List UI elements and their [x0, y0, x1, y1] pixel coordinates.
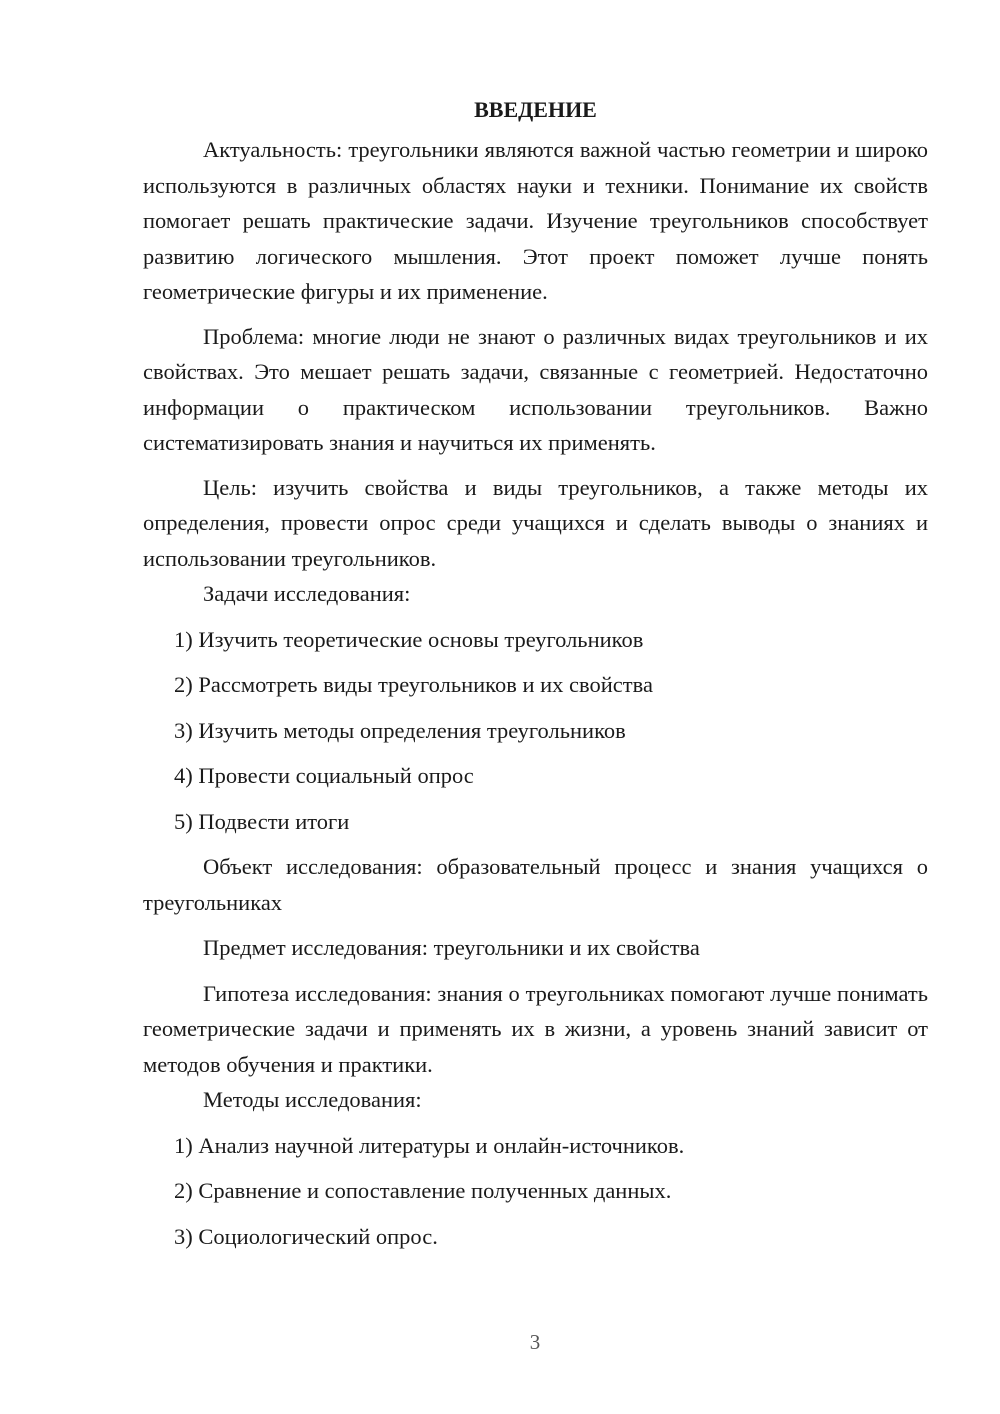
document-page — [143, 92, 928, 1254]
goal-paragraph: Цель: изучить свойства и виды треугольников, а также методы их определения, провести опрос среди учащихся и сделать выводы о знаниях и использовании треугольников. — [143, 474, 928, 571]
section-title: ВВЕДЕНИЕ — [474, 97, 597, 122]
task-item-4: 4) Провести социальный опрос — [174, 763, 474, 788]
relevance-paragraph: Актуальность: треугольники являются важной частью геометрии и широко используются в различных областях науки и техники. Понимание их свойств помогает решать практические задачи. Изучение треугольников способствует развитию логического мышления. Этот проект поможет лучше понять геометрические фигуры и их применение. — [143, 137, 928, 304]
subject-paragraph: Предмет исследования: треугольники и их свойства — [203, 935, 700, 960]
task-item-3: 3) Изучить методы определения треугольников — [174, 717, 626, 743]
object-paragraph: Объект исследования: образовательный процесс и знания учащихся о треугольниках — [143, 854, 928, 915]
page-number: 3 — [529, 1330, 541, 1354]
tasks-heading: Задачи исследования: — [203, 581, 411, 606]
method-item-3: 3) Социологический опрос. — [174, 1223, 438, 1249]
hypothesis-paragraph: Гипотеза исследования: знания о треугольниках помогают лучше понимать геометрические задачи и применять их в жизни, а уровень знаний зависит от методов обучения и практики. — [143, 980, 928, 1077]
task-item-1: 1) Изучить теоретические основы треугольников — [174, 626, 644, 652]
methods-heading: Методы исследования: — [203, 1087, 422, 1112]
task-item-2: 2) Рассмотреть виды треугольников и их свойства — [174, 672, 653, 697]
task-item-5: 5) Подвести итоги — [174, 808, 350, 834]
problem-paragraph: Проблема: многие люди не знают о различных видах треугольников и их свойствах. Это мешает решать задачи, связанные с геометрией. Недостаточно информации о практическом использовании треугольников. Важно систематизировать знания и научиться их применять. — [143, 323, 928, 455]
method-item-2: 2) Сравнение и сопоставление полученных данных. — [174, 1178, 672, 1203]
method-item-1: 1) Анализ научной литературы и онлайн-источников. — [174, 1132, 685, 1158]
